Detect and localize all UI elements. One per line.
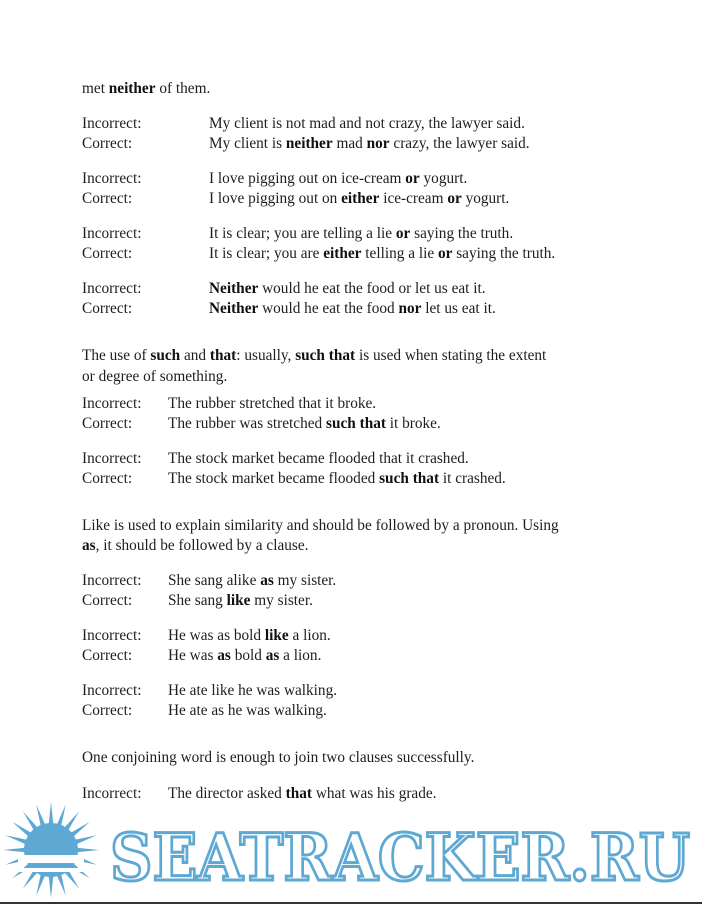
text-segment: The stock market became flooded that it crashed.: [168, 450, 469, 467]
incorrect-example: [168, 395, 376, 413]
sun-ray: [64, 811, 79, 830]
text-segment: a lion.: [279, 647, 322, 664]
emphasis-word: as: [82, 537, 96, 554]
text-segment: It is clear; you are telling a lie: [209, 225, 396, 242]
text-segment: would he eat the food: [258, 300, 399, 317]
correct-label: Correct:: [82, 135, 133, 152]
emphasis-word: or: [447, 190, 462, 207]
emphasis-word: that: [285, 785, 313, 802]
incorrect-example: [168, 450, 469, 468]
text-segment: The use of: [82, 347, 151, 364]
watermark-text: SEATRACKER.RU: [110, 820, 690, 896]
correct-label: Correct:: [82, 702, 133, 719]
text-segment: is used when stating the extent: [355, 347, 547, 364]
correct-label: Correct:: [82, 190, 133, 207]
correct-example: [168, 592, 313, 610]
text-segment: He was as bold: [168, 627, 265, 644]
text-segment: saying the truth.: [410, 225, 514, 242]
emphasis-word: neither: [108, 80, 156, 97]
incorrect-example: [209, 170, 467, 188]
correct-example: [168, 702, 327, 720]
text-segment: He was: [168, 647, 218, 664]
sun-ray: [57, 804, 66, 826]
emphasis-word: like: [264, 627, 289, 644]
text-segment: saying the truth.: [452, 245, 556, 262]
sun-ray: [23, 811, 38, 830]
text-segment: bold: [230, 647, 266, 664]
sun-ray: [57, 874, 66, 896]
emphasis-word: as: [260, 572, 274, 589]
correct-example: [168, 647, 321, 665]
incorrect-label: Incorrect:: [82, 280, 142, 297]
sun-ray: [3, 848, 25, 853]
sun-ray: [36, 874, 45, 896]
correct-example: [209, 190, 509, 208]
correct-label: Correct:: [82, 470, 133, 487]
incorrect-label: Incorrect:: [82, 115, 142, 132]
emphasis-word: like: [226, 592, 251, 609]
emphasis-word: or: [437, 245, 453, 262]
text-segment: and: [180, 347, 210, 364]
correct-label: Correct:: [82, 245, 133, 262]
emphasis-word: such: [150, 347, 181, 364]
correct-label: Correct:: [82, 300, 133, 317]
text-segment: met: [82, 80, 109, 97]
paragraph-line: [82, 347, 546, 365]
text-segment: yogurt.: [461, 190, 510, 207]
text-segment: let us eat it.: [421, 300, 496, 317]
correct-label: Correct:: [82, 415, 133, 432]
text-segment: She sang: [168, 592, 227, 609]
paragraph-line: [82, 537, 308, 555]
incorrect-example: [168, 682, 337, 700]
text-segment: it broke.: [385, 415, 441, 432]
correct-label: Correct:: [82, 647, 133, 664]
correct-example: [168, 470, 506, 488]
emphasis-word: such that: [295, 347, 356, 364]
incorrect-label: Incorrect:: [82, 627, 142, 644]
incorrect-example: [209, 115, 525, 133]
text-segment: The stock market became flooded: [168, 470, 380, 487]
emphasis-word: nor: [398, 300, 422, 317]
emphasis-word: or: [395, 225, 411, 242]
correct-example: [168, 415, 441, 433]
text-segment: It is clear; you are: [209, 245, 324, 262]
paragraph-line: Like is used to explain similarity and should be followed by a pronoun. Using: [82, 517, 559, 534]
sun-ray: [71, 822, 90, 837]
paragraph-line: or degree of something.: [82, 368, 228, 385]
sun-ray: [77, 848, 99, 853]
incorrect-label: Incorrect:: [82, 572, 142, 589]
text-segment: crazy, the lawyer said.: [389, 135, 530, 152]
text-segment: I love pigging out on ice-cream: [209, 170, 406, 187]
text-segment: My client is not mad and not crazy, the lawyer said.: [209, 115, 525, 132]
incorrect-label: Incorrect:: [82, 785, 142, 802]
incorrect-label: Incorrect:: [82, 170, 142, 187]
text-segment: He ate as he was walking.: [168, 702, 327, 719]
text-segment: : usually,: [236, 347, 296, 364]
text-segment: She sang alike: [168, 572, 261, 589]
page-bottom-rule: [0, 902, 702, 904]
text-segment: it crashed.: [439, 470, 506, 487]
incorrect-example: [209, 225, 513, 243]
text-segment: my sister.: [273, 572, 337, 589]
text-segment: of them.: [155, 80, 211, 97]
emphasis-word: as: [265, 647, 280, 664]
sun-ray: [75, 835, 97, 844]
sun-ray: [12, 822, 31, 837]
incorrect-label: Incorrect:: [82, 225, 142, 242]
text-segment: My client is: [209, 135, 286, 152]
emphasis-word: or: [405, 170, 420, 187]
emphasis-word: as: [217, 647, 231, 664]
text-segment: what was his grade.: [312, 785, 437, 802]
sun-ray: [49, 802, 54, 824]
sun-ray: [49, 876, 54, 898]
correct-example: [209, 245, 555, 263]
text-segment: would he eat the food or let us eat it.: [258, 280, 486, 297]
emphasis-word: Neither: [209, 300, 259, 317]
text-segment: ice-cream: [379, 190, 448, 207]
emphasis-word: either: [323, 245, 362, 262]
sun-ray: [64, 870, 79, 889]
paragraph-line: One conjoining word is enough to join two clauses successfully.: [82, 749, 475, 766]
incorrect-label: Incorrect:: [82, 395, 142, 412]
emphasis-word: either: [341, 190, 380, 207]
sun-icon: [3, 802, 99, 898]
incorrect-example: [168, 627, 331, 645]
text-segment: a lion.: [288, 627, 331, 644]
text-segment: The rubber was stretched: [168, 415, 327, 432]
emphasis-word: that: [209, 347, 237, 364]
text-segment: telling a lie: [361, 245, 438, 262]
emphasis-word: such that: [326, 415, 386, 432]
watermark-logo: [0, 800, 702, 906]
sun-ray: [36, 804, 45, 826]
emphasis-word: such that: [379, 470, 440, 487]
sun-ray: [23, 870, 38, 889]
incorrect-example: [209, 280, 486, 298]
text-segment: The director asked: [168, 785, 286, 802]
intro-line: [82, 80, 210, 98]
text-segment: my sister.: [250, 592, 313, 609]
incorrect-label: Incorrect:: [82, 450, 142, 467]
emphasis-word: Neither: [209, 280, 259, 297]
correct-example: [209, 135, 530, 153]
emphasis-word: neither: [285, 135, 333, 152]
text-segment: He ate like he was walking.: [168, 682, 338, 699]
sun-ray: [5, 835, 27, 844]
text-segment: yogurt.: [419, 170, 468, 187]
incorrect-example: [168, 572, 336, 590]
text-segment: The rubber stretched that it broke.: [168, 395, 377, 412]
emphasis-word: nor: [366, 135, 390, 152]
correct-label: Correct:: [82, 592, 133, 609]
incorrect-label: Incorrect:: [82, 682, 142, 699]
text-segment: I love pigging out on: [209, 190, 342, 207]
text-segment: , it should be followed by a clause.: [95, 537, 309, 554]
text-segment: mad: [332, 135, 367, 152]
correct-example: [209, 300, 496, 318]
